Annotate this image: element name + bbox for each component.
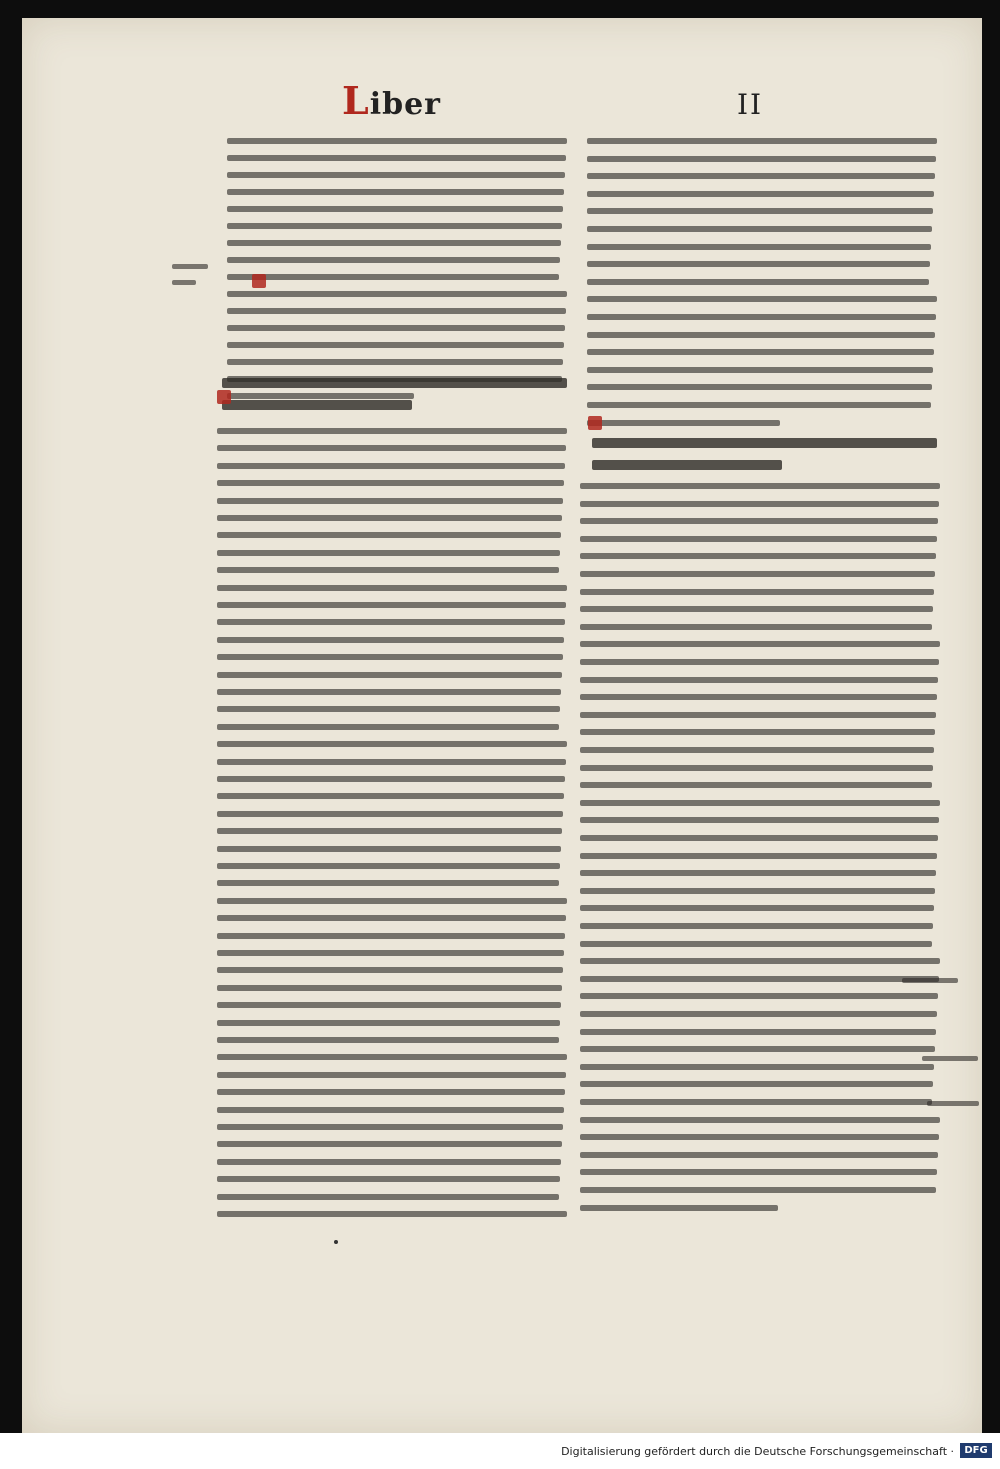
text-line [227, 342, 564, 348]
text-line [217, 515, 562, 521]
text-line [587, 156, 936, 162]
text-line [217, 724, 559, 730]
text-line [217, 933, 565, 939]
text-line [227, 308, 566, 314]
text-line [217, 1107, 564, 1113]
text-line [580, 641, 940, 647]
text-line [217, 567, 559, 573]
text-line [227, 189, 564, 195]
text-line [217, 1037, 559, 1043]
text-line [587, 384, 932, 390]
marginal-note-line [902, 978, 958, 983]
text-line [580, 729, 935, 735]
text-line [217, 811, 563, 817]
text-line [580, 747, 934, 753]
text-line [217, 654, 563, 660]
text-line [217, 846, 561, 852]
text-line [587, 279, 929, 285]
text-line [580, 765, 933, 771]
marginal-note-line [922, 1056, 978, 1061]
text-line [580, 1134, 939, 1140]
text-line [227, 155, 566, 161]
text-line [587, 208, 933, 214]
running-head-liber [342, 78, 441, 123]
text-line [217, 532, 561, 538]
text-line [580, 1011, 937, 1017]
text-line [587, 173, 935, 179]
text-line [217, 741, 567, 747]
text-line [580, 606, 933, 612]
ink-speck [334, 1240, 338, 1244]
text-line [580, 1029, 936, 1035]
text-line [217, 776, 565, 782]
text-line [217, 619, 565, 625]
book-number: II [737, 88, 764, 121]
text-line [217, 1159, 561, 1165]
text-line [580, 518, 938, 524]
text-line [217, 550, 560, 556]
text-line [227, 393, 414, 399]
text-line [217, 1194, 559, 1200]
text-line [217, 828, 562, 834]
text-line [587, 314, 936, 320]
text-line [580, 941, 932, 947]
text-line [217, 1002, 561, 1008]
rubric-paragraph-mark [217, 390, 231, 404]
text-line [227, 138, 567, 144]
text-line [227, 325, 565, 331]
text-line [580, 1187, 936, 1193]
text-line [217, 637, 564, 643]
text-line [217, 1124, 563, 1130]
text-line [227, 223, 562, 229]
text-line [580, 993, 938, 999]
text-line [217, 602, 566, 608]
text-line [580, 553, 936, 559]
text-line [217, 706, 560, 712]
text-line [587, 244, 931, 250]
text-line [217, 1089, 565, 1095]
funding-credit: Digitalisierung gefördert durch die Deutsche Forschungsgemeinschaft · [561, 1445, 954, 1458]
text-line [587, 138, 937, 144]
text-line [227, 359, 563, 365]
document-page [22, 18, 982, 1433]
text-line [227, 240, 561, 246]
text-line [580, 888, 935, 894]
text-line [227, 291, 567, 297]
text-line [587, 226, 932, 232]
text-line [587, 420, 780, 426]
rubricated-initial: L [342, 78, 370, 123]
text-line [587, 296, 937, 302]
text-line [580, 694, 937, 700]
text-line [217, 915, 566, 921]
marginal-note-line [927, 1101, 979, 1106]
text-line [217, 463, 565, 469]
text-line [217, 585, 567, 591]
text-line [580, 905, 934, 911]
text-line [217, 759, 566, 765]
text-line [580, 923, 933, 929]
text-line [217, 863, 560, 869]
text-line [227, 172, 565, 178]
text-line [217, 480, 564, 486]
running-head-text: iber [369, 87, 441, 122]
text-line [580, 1152, 938, 1158]
text-line [580, 571, 935, 577]
text-line [217, 880, 559, 886]
text-line [580, 853, 937, 859]
section-heading-line [222, 400, 412, 410]
text-line [580, 1081, 933, 1087]
text-line [217, 1211, 567, 1217]
text-line [587, 402, 931, 408]
marginal-note-line [172, 280, 196, 285]
text-line [580, 1117, 940, 1123]
text-line [217, 985, 562, 991]
text-line [217, 1141, 562, 1147]
text-line [580, 483, 940, 489]
section-heading-line [592, 460, 782, 470]
text-line [217, 1054, 567, 1060]
digitization-footer [0, 1433, 1000, 1469]
section-heading-line [592, 438, 937, 448]
text-line [580, 1205, 778, 1211]
text-line [580, 536, 937, 542]
text-line [580, 835, 938, 841]
text-line [580, 1046, 935, 1052]
text-line [580, 976, 939, 982]
text-line [217, 898, 567, 904]
text-line [227, 274, 559, 280]
text-line [580, 800, 940, 806]
text-line [587, 349, 934, 355]
text-line [580, 1169, 937, 1175]
text-line [217, 498, 563, 504]
text-line [217, 950, 564, 956]
text-line [217, 428, 567, 434]
text-line [580, 870, 936, 876]
text-line [587, 367, 933, 373]
rubric-paragraph-mark [252, 274, 266, 288]
text-line [580, 1099, 932, 1105]
text-line [580, 1064, 934, 1070]
text-line [580, 659, 939, 665]
text-line [587, 332, 935, 338]
section-heading-line [222, 378, 567, 388]
text-line [580, 782, 932, 788]
text-line [587, 191, 934, 197]
text-line [227, 257, 560, 263]
rubric-paragraph-mark [588, 416, 602, 430]
text-line [217, 689, 561, 695]
text-line [580, 589, 934, 595]
text-line [580, 501, 939, 507]
text-line [580, 817, 939, 823]
dfg-logo: DFG [960, 1443, 992, 1458]
text-line [217, 967, 563, 973]
text-line [580, 712, 936, 718]
text-line [587, 261, 930, 267]
text-line [217, 672, 562, 678]
text-line [580, 624, 932, 630]
text-line [580, 958, 940, 964]
text-line [217, 1072, 566, 1078]
text-line [217, 1020, 560, 1026]
text-line [580, 677, 938, 683]
text-line [227, 206, 563, 212]
text-line [217, 793, 564, 799]
marginal-note-line [172, 264, 208, 269]
text-line [217, 1176, 560, 1182]
text-line [217, 445, 566, 451]
